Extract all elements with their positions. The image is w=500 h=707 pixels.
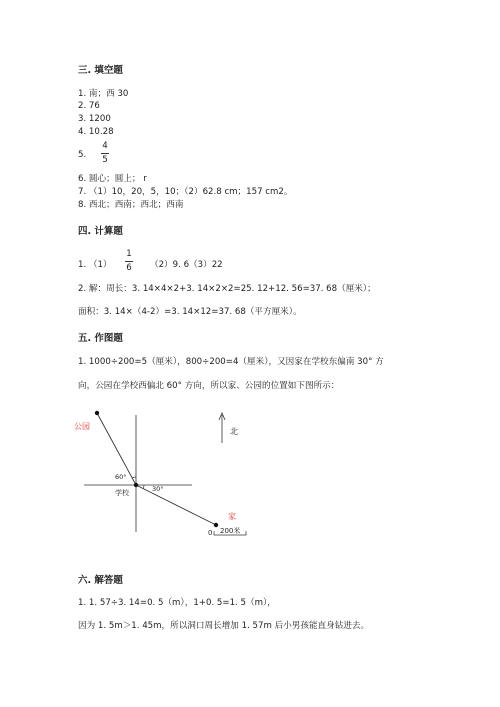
fraction-bar — [125, 261, 133, 262]
calc-1-prefix: 1. （1） — [78, 260, 112, 270]
park-point — [95, 411, 99, 415]
calc-2-area: 面积：3. 14×（4-2）=3. 14×12=37. 68（平方厘米）。 — [78, 307, 302, 317]
answer-3-8: 8. 西北；西南；西北；西南 — [78, 200, 184, 210]
answer-3-1: 1. 南；西 30 — [78, 89, 129, 99]
angle-60-arc — [132, 477, 136, 478]
location-diagram — [70, 405, 260, 555]
section-3-heading: 三. 填空题 — [78, 65, 123, 76]
school-home-line — [136, 485, 216, 525]
angle-60-label: 60° — [115, 473, 127, 481]
calc-1-denominator: 6 — [126, 263, 132, 273]
answer-3-5-denominator: 5 — [102, 155, 108, 165]
scale-label: 200米 — [220, 527, 241, 535]
calc-1-rest: （2）9. 6（3）22 — [150, 260, 223, 270]
solution-line-1: 1. 1. 57÷3. 14=0. 5（m），1+0. 5=1. 5（m）， — [78, 598, 276, 608]
home-label: 家 — [228, 512, 236, 521]
solution-line-2: 因为 1. 5m＞1. 45m，所以洞口周长增加 1. 57m 后小男孩能直身钻进去。 — [78, 621, 370, 631]
calc-2: 2. 解：周长：3. 14×4×2+3. 14×2×2=25. 12+12. 56=37. 68（厘米）； — [78, 284, 376, 294]
park-label: 公园 — [74, 422, 90, 431]
drawing-text-line-2: 向，公园在学校西偏北 60° 方向，所以家、公园的位置如下图所示： — [78, 381, 340, 391]
answer-3-3: 3. 1200 — [78, 114, 111, 124]
drawing-text-line-1: 1. 1000÷200=5（厘米），800÷200=4（厘米），又因家在学校东偏南 30° 方 — [78, 357, 384, 367]
home-point — [214, 523, 218, 527]
angle-30-label: 30° — [152, 485, 164, 493]
angle-30-arc — [143, 485, 144, 489]
north-label: 北 — [230, 427, 238, 436]
answer-3-5-numerator: 4 — [102, 141, 108, 151]
school-point — [134, 483, 138, 487]
section-6-heading: 六. 解答题 — [78, 575, 123, 586]
section-5-heading: 五. 作图题 — [78, 333, 123, 344]
answer-3-7: 7. （1）10，20，5，10；（2）62.8 cm；157 cm2。 — [78, 187, 293, 197]
school-label: 学校 — [115, 489, 129, 497]
answer-3-2: 2. 76 — [78, 101, 100, 111]
fraction-bar — [101, 153, 109, 154]
section-4-heading: 四. 计算题 — [78, 226, 123, 237]
scale-zero-label: 0 — [208, 529, 213, 537]
answer-3-5-label: 5. — [78, 150, 87, 160]
answer-3-4: 4. 10.28 — [78, 127, 114, 137]
calc-1-numerator: 1 — [126, 249, 132, 259]
answer-3-6: 6. 圆心；圆上； r — [78, 174, 147, 184]
